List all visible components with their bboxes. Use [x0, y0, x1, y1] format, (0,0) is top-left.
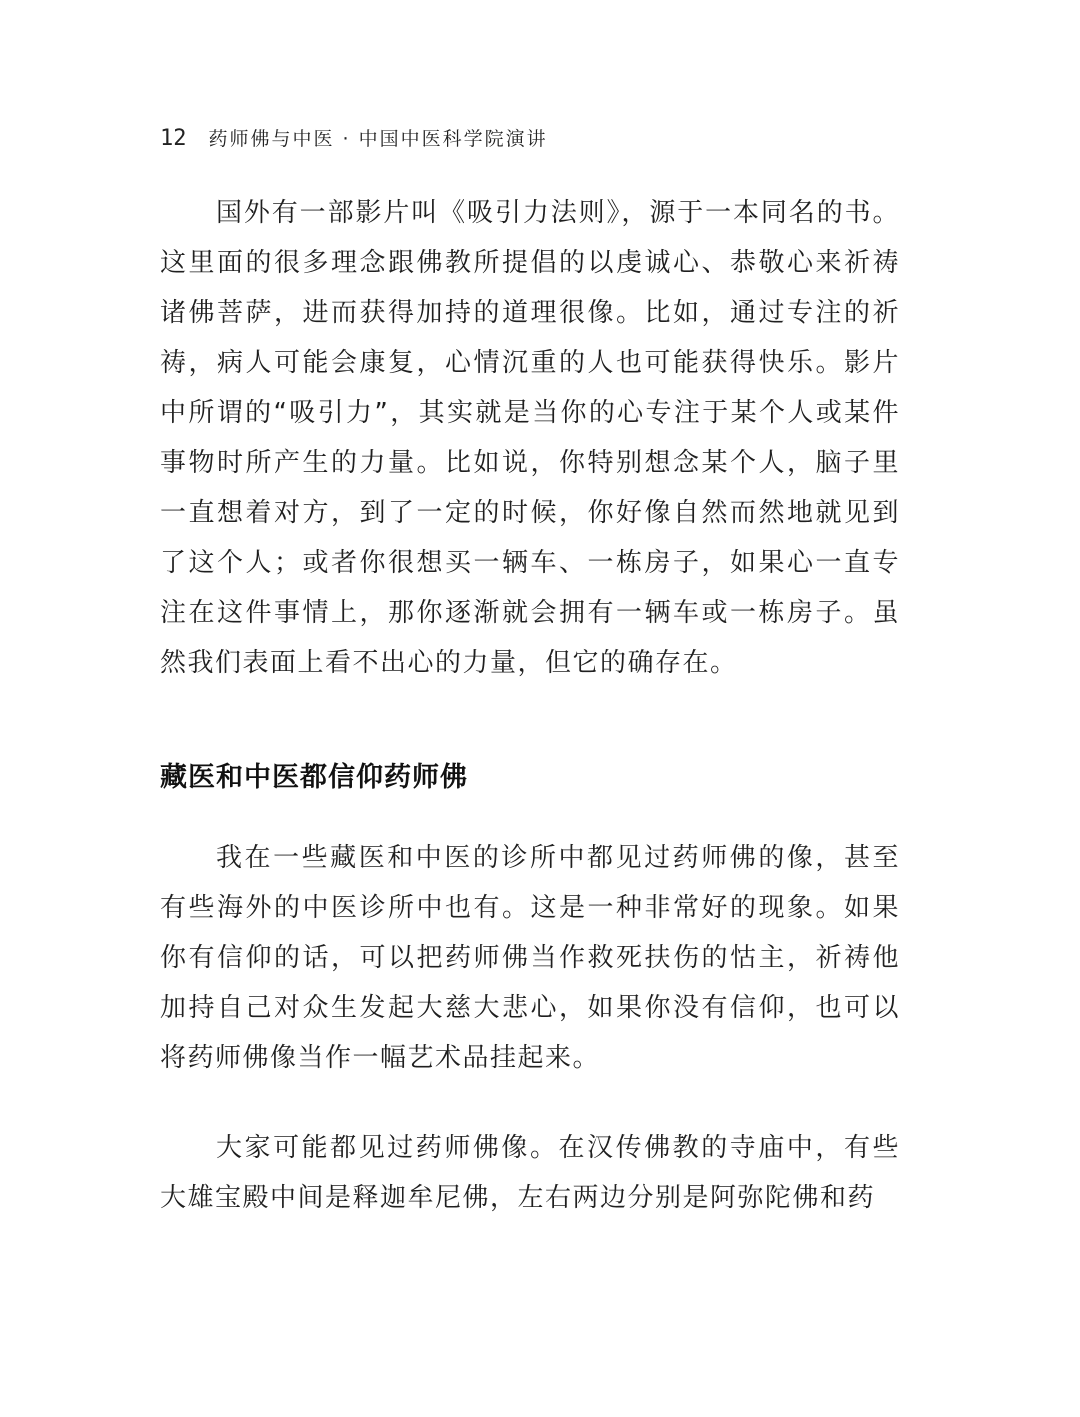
- section-heading: 藏医和中医都信仰药师佛: [160, 762, 468, 793]
- body-paragraph: 我在一些藏医和中医的诊所中都见过药师佛的像，甚至有些海外的中医诊所中也有。这是一种非常好的现象。如果你有信仰的话，可以把药师佛当作救死扶伤的怙主，祈祷他加持自己对众生发起大慈大悲心，如果你没有信仰，也可以将药师佛像当作一幅艺术品挂起来。: [160, 843, 900, 1073]
- page-number: 12: [160, 126, 187, 151]
- body-paragraph: 大家可能都见过药师佛像。在汉传佛教的寺庙中，有些大雄宝殿中间是释迦牟尼佛，左右两边分别是阿弥陀佛和药: [160, 1133, 900, 1213]
- running-head: [160, 124, 548, 156]
- running-title: 药师佛与中医 · 中国中医科学院演讲: [208, 128, 548, 150]
- body-paragraph: 国外有一部影片叫《吸引力法则》，源于一本同名的书。这里面的很多理念跟佛教所提倡的以虔诚心、恭敬心来祈祷诸佛菩萨，进而获得加持的道理很像。比如，通过专注的祈祷，病人可能会康复，心情沉重的人也可能获得快乐。影片中所谓的“吸引力”，其实就是当你的心专注于某个人或某件事物时所产生的力量。比如说，你特别想念某个人，脑子里一直想着对方，到了一定的时候，你好像自然而然地就见到了这个人；或者你很想买一辆车、一栋房子，如果心一直专注在这件事情上，那你逐渐就会拥有一辆车或一栋房子。虽然我们表面上看不出心的力量，但它的确存在。: [160, 198, 900, 678]
